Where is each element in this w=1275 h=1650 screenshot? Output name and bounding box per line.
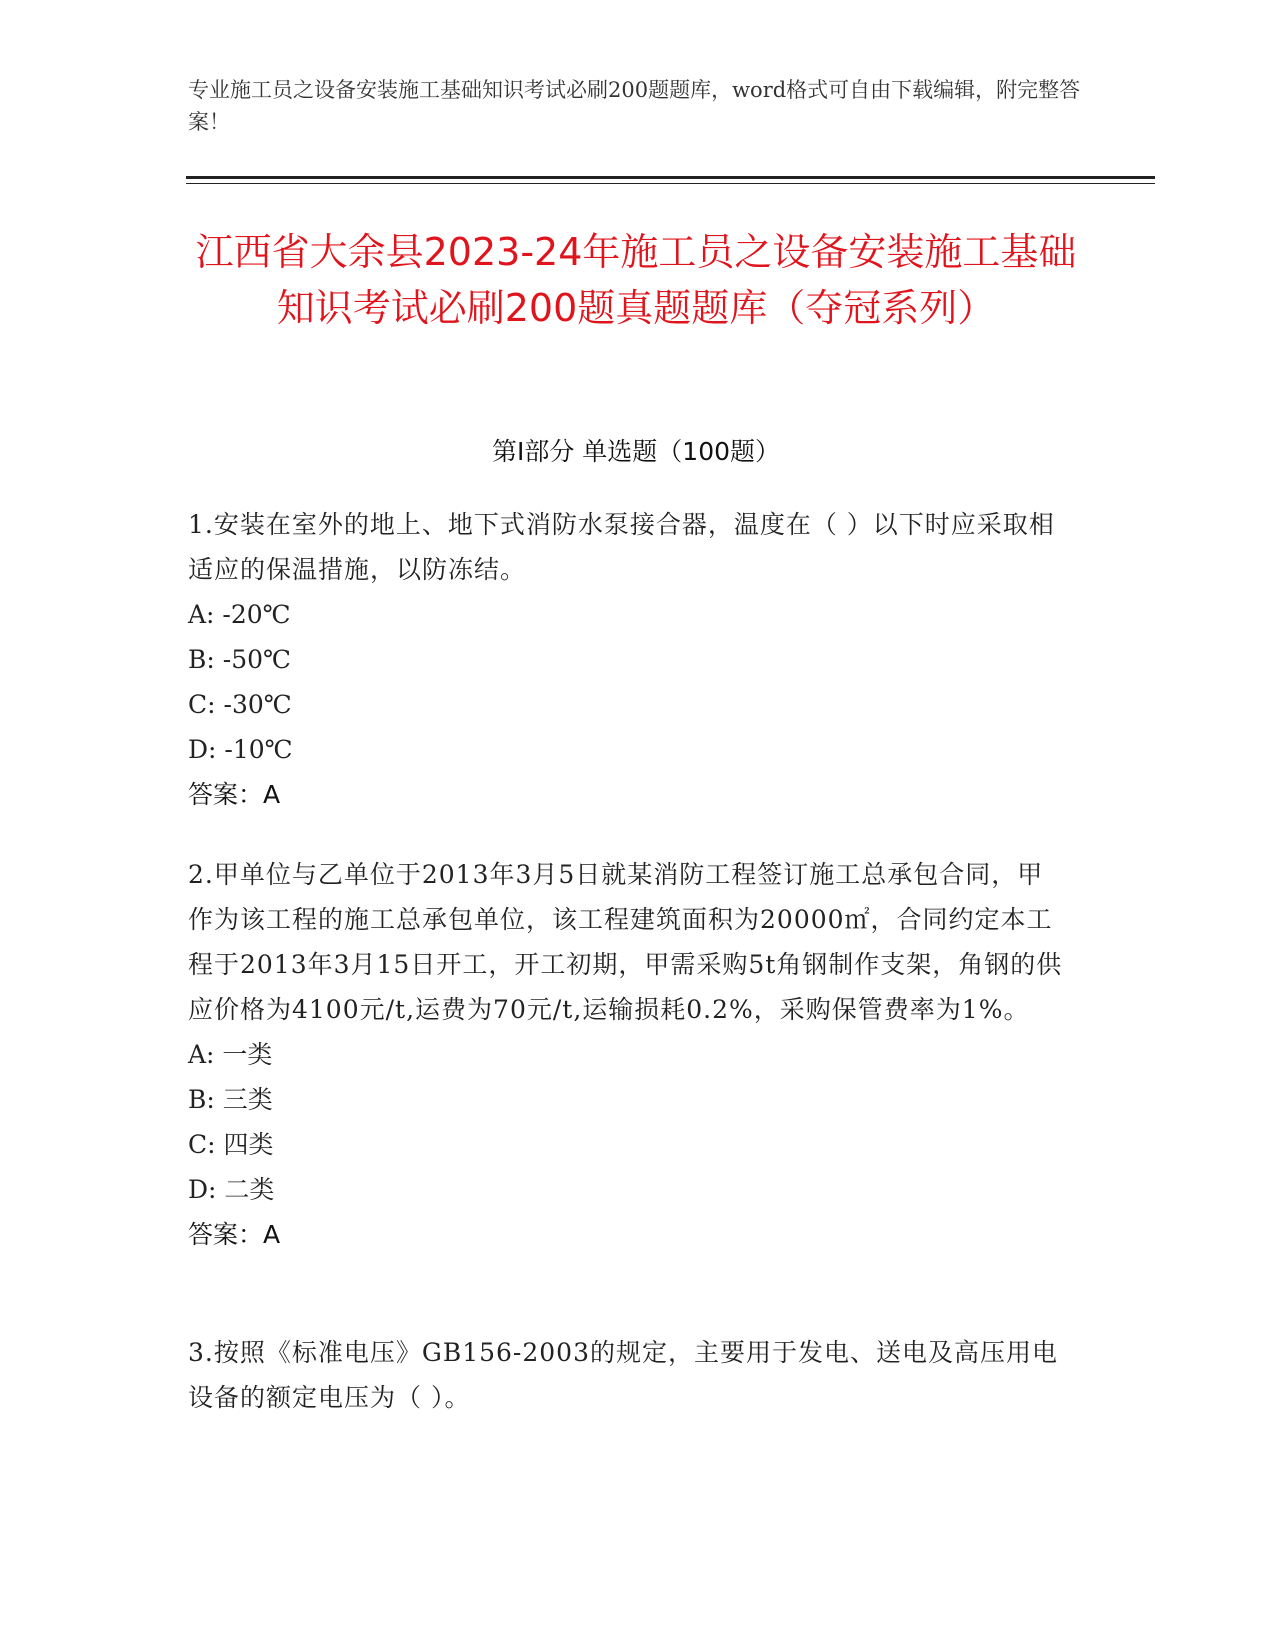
header-rule-thick: [186, 176, 1155, 179]
header-rule-thin: [186, 183, 1155, 184]
question-stem: 3.按照《标准电压》GB156-2003的规定，主要用于发电、送电及高压用电设备的额定电压为（ ）。: [188, 1338, 1058, 1412]
option-b: B: -50℃: [188, 645, 291, 674]
option-c: C: -30℃: [188, 690, 292, 719]
question-3: [188, 1330, 1068, 1420]
answer: 答案：A: [188, 780, 281, 809]
document-title: 江西省大余县2023-24年施工员之设备安装施工基础知识考试必刷200题真题题库（夺冠系列）: [195, 230, 1077, 330]
header-note: 专业施工员之设备安装施工基础知识考试必刷200题题库，word格式可自由下载编辑，附完整答案！: [188, 78, 1081, 134]
option-a: A: 一类: [188, 1040, 273, 1069]
section-heading: 第I部分 单选题（100题）: [491, 437, 781, 466]
answer: 答案：A: [188, 1220, 281, 1249]
question-stem: 1.安装在室外的地上、地下式消防水泵接合器，温度在（ ）以下时应采取相适应的保温措施，以防冻结。: [188, 510, 1055, 584]
option-d: D: -10℃: [188, 735, 293, 764]
option-c: C: 四类: [188, 1130, 274, 1159]
question-stem: 2.甲单位与乙单位于2013年3月5日就某消防工程签订施工总承包合同，甲作为该工程的施工总承包单位，该工程建筑面积为20000㎡，合同约定本工程于2013年3月15日开工，开工初期，甲需采购5t角钢制作支架，角钢的供应价格为4100元/t,运费为70元/t,运输损耗0.2%，采购保管费率为1%。: [188, 860, 1063, 1024]
option-d: D: 二类: [188, 1175, 275, 1204]
question-1: [188, 502, 1068, 817]
option-b: B: 三类: [188, 1085, 273, 1114]
option-a: A: -20℃: [188, 600, 291, 629]
question-2: [188, 852, 1068, 1257]
